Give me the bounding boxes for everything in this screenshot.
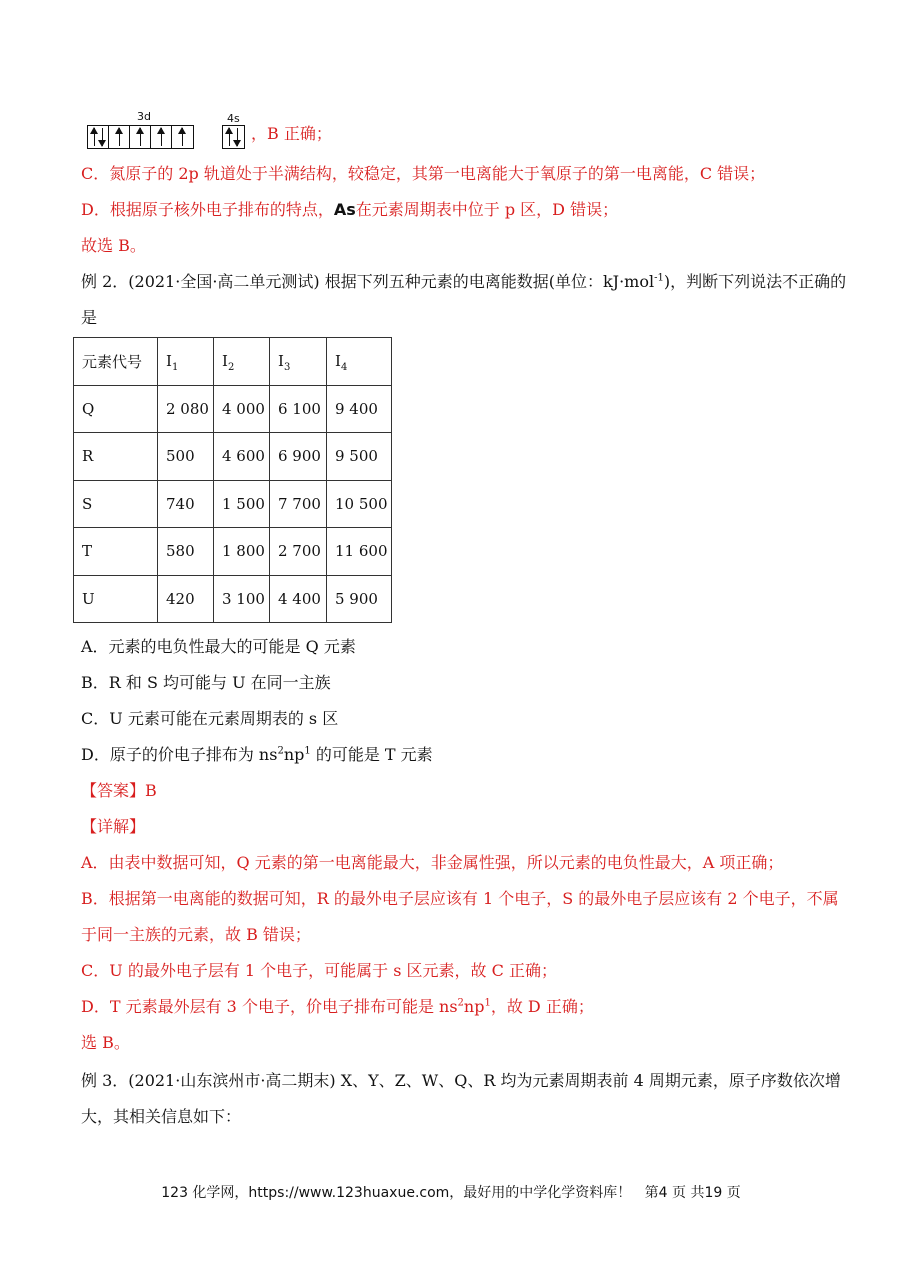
table-cell: 7 700 [270, 480, 327, 528]
table-cell: 3 100 [214, 575, 270, 623]
label-4s: 4s [227, 112, 240, 125]
table-row [74, 575, 392, 623]
table-cell: 6 100 [270, 385, 327, 433]
up-arrow-icon [119, 128, 120, 146]
header-cell: $I_1$ [158, 338, 214, 386]
table-cell: T [74, 528, 158, 576]
detail-choose: 选 B。 [81, 1033, 130, 1052]
detail-b1: B．根据第一电离能的数据可知，R 的最外电子层应该有 1 个电子，S 的最外电子层应该有 2 个电子，不属 [81, 889, 839, 908]
up-arrow-icon [94, 128, 95, 146]
option-d: D．原子的价电子排布为 $ns^2np^1$ 的可能是 T 元素 [81, 745, 433, 764]
footer-link[interactable]: 123 化学网，https://www.123huaxue.com，最好用的中学化学资料库！ [161, 1185, 632, 1201]
header-cell: $I_4$ [327, 338, 392, 386]
table-cell: Q [74, 385, 158, 433]
example3-line2: 大，其相关信息如下： [81, 1107, 242, 1126]
table-cell: S [74, 480, 158, 528]
table-cell: 500 [158, 433, 214, 481]
table-cell: 9 400 [327, 385, 392, 433]
table-cell: 1 500 [214, 480, 270, 528]
orbital-cell [130, 126, 151, 148]
table-cell: 740 [158, 480, 214, 528]
page-footer [0, 1182, 902, 1202]
orbital-3d-boxes [87, 125, 194, 149]
table-cell: 4 600 [214, 433, 270, 481]
table-cell: U [74, 575, 158, 623]
table-cell: R [74, 433, 158, 481]
table-cell: 6 900 [270, 433, 327, 481]
orbital-cell [88, 126, 109, 148]
table-cell: 5 900 [327, 575, 392, 623]
answer [81, 780, 157, 802]
up-arrow-icon [182, 128, 183, 146]
option-b: B．R 和 S 均可能与 U 在同一主族 [81, 673, 331, 692]
option-c: C．U 元素可能在元素周期表的 s 区 [81, 709, 339, 728]
table-cell: 580 [158, 528, 214, 576]
example3-line1: 例 3．(2021·山东滨州市·高二期末) X、Y、Z、W、Q、R 均为元素周期表前 4 周期元素，原子序数依次增 [81, 1071, 841, 1090]
table-cell: 2 080 [158, 385, 214, 433]
line-d-bold: As [333, 200, 356, 219]
table-cell: 11 600 [327, 528, 392, 576]
detail-label: 【详解】 [81, 817, 146, 836]
detail-b2: 于同一主族的元素，故 B 错误； [81, 925, 311, 944]
up-arrow-icon [229, 128, 230, 146]
example2-text: 例 2．(2021·全国·高二单元测试) 根据下列五种元素的电离能数据(单位：kJ·mol [81, 272, 655, 291]
example2-line1 [81, 271, 846, 293]
down-arrow-icon [237, 128, 238, 146]
table-cell: 2 700 [270, 528, 327, 576]
orbital-cell [151, 126, 172, 148]
table-cell: 4 400 [270, 575, 327, 623]
detail-a: A．由表中数据可知，Q 元素的第一电离能最大，非金属性强，所以元素的电负性最大，A 项正确； [81, 853, 784, 872]
orbital-4s-box [222, 125, 245, 149]
example2-line2: 是 [81, 308, 98, 327]
orbital-cell [109, 126, 130, 148]
table-cell: 420 [158, 575, 214, 623]
header-cell: $I_2$ [214, 338, 270, 386]
table-cell: 9 500 [327, 433, 392, 481]
table-row [74, 433, 392, 481]
down-arrow-icon [102, 128, 103, 146]
answer-label: 【答案】 [81, 781, 146, 800]
ionization-table [73, 337, 392, 623]
up-arrow-icon [140, 128, 141, 146]
line-c: C．氮原子的 2p 轨道处于半满结构，较稳定，其第一电离能大于氧原子的第一电离能，C 错误； [81, 164, 766, 183]
page-number: 第4 页 共19 页 [644, 1185, 741, 1201]
line-d-pre: D．根据原子核外电子排布的特点， [81, 200, 334, 219]
header-cell: $I_3$ [270, 338, 327, 386]
table-cell: 4 000 [214, 385, 270, 433]
line-d [81, 199, 618, 221]
line-choose: 故选 B。 [81, 236, 146, 255]
unit-superscript: -1 [654, 272, 664, 284]
table-row [74, 528, 392, 576]
table-header-row [74, 338, 392, 386]
header-cell: 元素代号 [74, 338, 158, 386]
orbital-cell [223, 126, 244, 148]
example2-text-post: )，判断下列说法不正确的 [663, 272, 847, 291]
line-d-post: 在元素周期表中位于 p 区，D 错误； [355, 200, 619, 219]
up-arrow-icon [161, 128, 162, 146]
label-3d: 3d [137, 110, 151, 123]
answer-value: B [145, 781, 157, 800]
table-row [74, 385, 392, 433]
detail-c: C．U 的最外电子层有 1 个电子，可能属于 s 区元素，故 C 正确； [81, 961, 557, 980]
table-row [74, 480, 392, 528]
detail-d: D．T 元素最外层有 3 个电子，价电子排布可能是 $ns^2np^1$，故 D 正确； [81, 997, 594, 1016]
option-a: A．元素的电负性最大的可能是 Q 元素 [81, 637, 356, 656]
orbital-suffix: ，B 正确； [251, 124, 332, 143]
table-cell: 1 800 [214, 528, 270, 576]
orbital-cell [172, 126, 193, 148]
table-cell: 10 500 [327, 480, 392, 528]
